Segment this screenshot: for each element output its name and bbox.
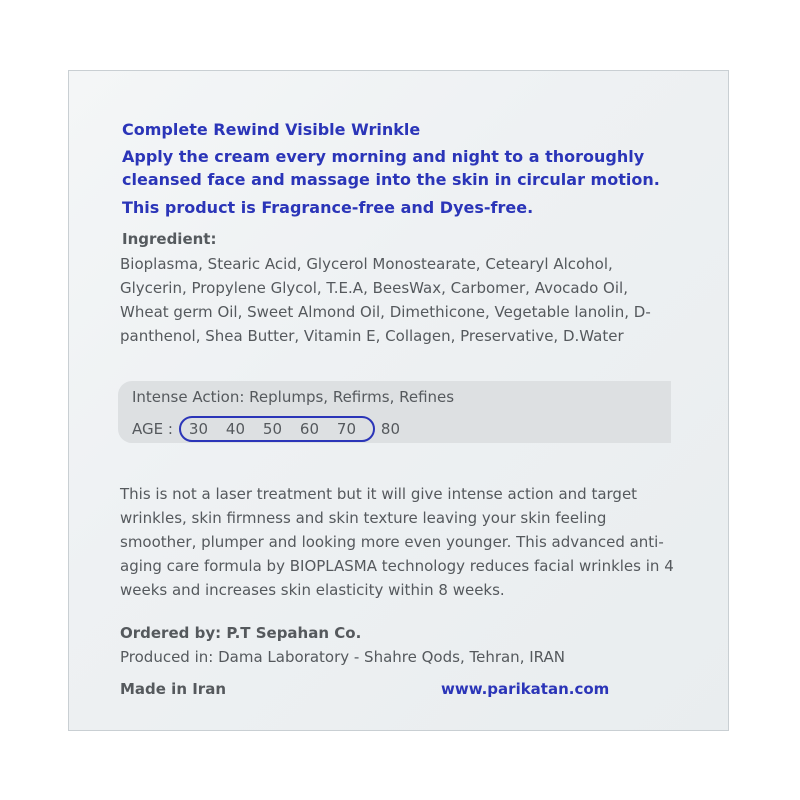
made-in: Made in Iran [120, 680, 227, 698]
product-description: This is not a laser treatment but it will give intense action and target wrinkles, skin firmness and skin texture leaving your skin feeling smoother, plumper and looking more even younger. This advanced anti-aging care formula by BIOPLASMA technology reduces facial wrinkles in 4 weeks and increases skin elasticity within 8 weeks. [120, 485, 674, 599]
usage-instructions: Apply the cream every morning and night to a thoroughly cleansed face and massage into the skin in circular motion. [122, 147, 660, 189]
ingredients-heading: Ingredient: [122, 230, 217, 248]
ingredients-list: Bioplasma, Stearic Acid, Glycerol Monostearate, Cetearyl Alcohol, Glycerin, Propylene Glycol, T.E.A, BeesWax, Carbomer, Avocado Oil, Wheat germ Oil, Sweet Almond Oil, Dimethicone, Vegetable lanolin, D-panthenol, Shea Butter, Vitamin E, Collagen, Preservative, D.Water [120, 255, 651, 345]
age-value: 40 [225, 420, 246, 438]
intense-action-text: Intense Action: Replumps, Refirms, Refines [132, 388, 455, 406]
fragrance-note: This product is Fragrance-free and Dyes-free. [122, 198, 534, 217]
product-title: Complete Rewind Visible Wrinkle [122, 120, 421, 139]
produced-in: Produced in: Dama Laboratory - Shahre Qods, Tehran, IRAN [120, 648, 565, 666]
website-link[interactable]: www.parikatan.com [441, 680, 610, 698]
age-highlight-oval [179, 416, 375, 442]
age-value: 50 [262, 420, 283, 438]
age-range-row [132, 416, 400, 442]
ordered-by: Ordered by: P.T Sepahan Co. [120, 624, 362, 642]
age-value: 70 [336, 420, 357, 438]
age-value-outside: 80 [380, 420, 401, 438]
age-value: 30 [188, 420, 209, 438]
age-label: AGE : [132, 420, 173, 438]
age-value: 60 [299, 420, 320, 438]
